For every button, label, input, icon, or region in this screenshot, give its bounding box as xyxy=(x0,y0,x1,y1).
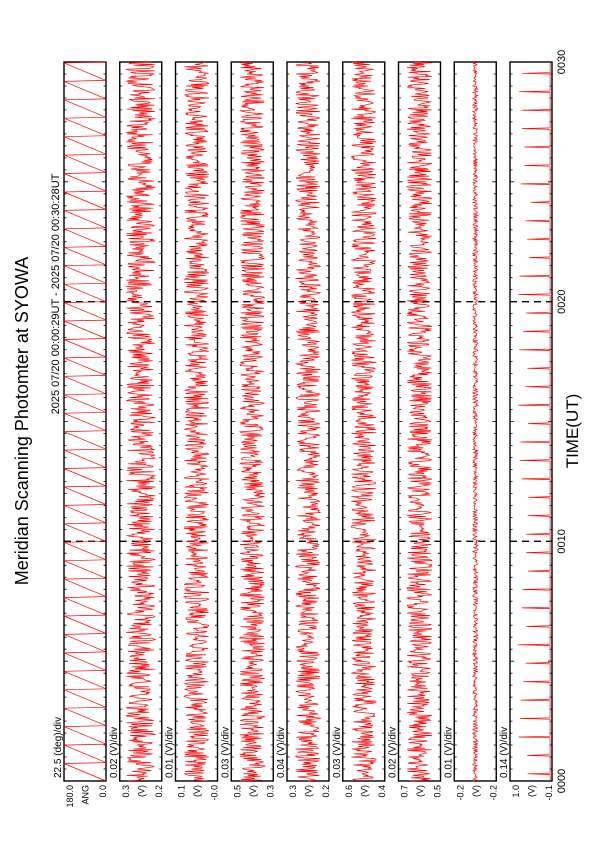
panel-4 xyxy=(220,62,275,798)
signal-trace xyxy=(240,62,265,781)
y-tick-label-low: 0.3 xyxy=(265,785,276,798)
scale-label: 0.01 (V)/div xyxy=(164,726,176,778)
panel-time-markers xyxy=(399,302,441,542)
panel-frame xyxy=(343,62,385,781)
y-tick-label-high: 0.1 xyxy=(176,785,187,798)
y-tick-label-low: -0.0 xyxy=(209,785,220,801)
chart-subtitle: 2025 07/20 00:00:29UT - 2025 07/20 00:30:28UT xyxy=(50,173,62,415)
y-tick-label-high: 0.5 xyxy=(232,785,243,798)
scale-label: 22.5 (deg)/div xyxy=(53,716,64,778)
panel-7 xyxy=(388,62,443,798)
signal-trace xyxy=(64,62,106,781)
x-tick-label: 0010 xyxy=(556,529,568,554)
signal-trace xyxy=(407,62,432,781)
scale-label: 0.03 (V)/div xyxy=(220,726,232,778)
panel-6 xyxy=(332,62,387,798)
signal-trace xyxy=(351,62,376,781)
panel-ticks xyxy=(510,62,552,781)
y-tick-label-high: 0.3 xyxy=(120,785,131,798)
channel-label: ANG xyxy=(80,785,91,805)
y-tick-label-high: 0.7 xyxy=(399,785,410,798)
signal-trace xyxy=(296,62,321,781)
scale-label: 0.03 (V)/div xyxy=(331,726,343,778)
channel-label: (V) xyxy=(303,785,314,797)
panel-stack xyxy=(53,62,554,808)
y-tick-label-low: 0.5 xyxy=(432,785,443,798)
scale-label: 0.01 (V)/div xyxy=(443,726,455,778)
panel-frame xyxy=(510,62,552,781)
signal-trace xyxy=(473,62,478,781)
panel-5 xyxy=(276,62,331,798)
signal-trace xyxy=(518,62,550,781)
x-tick-label: 0020 xyxy=(556,289,568,314)
y-tick-label-high: 180.0 xyxy=(65,785,75,808)
channel-label: (V) xyxy=(470,785,481,797)
channel-label: (V) xyxy=(526,785,537,797)
y-tick-label-low: 0.0 xyxy=(98,785,108,798)
y-tick-label-low: 0.2 xyxy=(153,785,164,798)
scale-label: 0.14 (V)/div xyxy=(499,726,510,778)
signal-trace xyxy=(126,62,155,781)
channel-label: (V) xyxy=(415,785,425,797)
panel-9 xyxy=(499,62,554,801)
panel-ticks xyxy=(343,62,385,781)
panel-2 xyxy=(109,62,164,798)
x-axis-label: TIME(UT) xyxy=(563,393,582,469)
y-tick-label-high: -0.2 xyxy=(455,785,466,801)
y-tick-label-low: 0.2 xyxy=(321,785,331,798)
channel-label: (V) xyxy=(247,785,258,797)
channel-label: (V) xyxy=(192,785,202,797)
signal-trace xyxy=(184,62,209,781)
chart-title: Meridian Scanning Photomter at SYOWA xyxy=(12,256,32,586)
scale-label: 0.02 (V)/div xyxy=(387,726,399,778)
y-tick-label-high: 0.3 xyxy=(288,785,298,798)
y-tick-label-low: 0.4 xyxy=(376,785,387,798)
y-tick-label-high: 0.6 xyxy=(343,785,354,798)
y-tick-label-high: 1.0 xyxy=(511,785,521,798)
panel-time-markers xyxy=(510,302,552,542)
channel-label: (V) xyxy=(136,785,147,797)
panel-time-markers xyxy=(343,302,385,542)
x-tick-label: 0030 xyxy=(556,49,568,75)
channel-label: (V) xyxy=(359,785,370,797)
panel-time-markers xyxy=(231,302,273,542)
panel-8 xyxy=(443,62,498,801)
panel-3 xyxy=(165,62,220,801)
y-tick-label-low: -0.2 xyxy=(488,785,499,801)
scale-label: 0.02 (V)/div xyxy=(108,726,120,778)
scale-label: 0.04 (V)/div xyxy=(276,726,287,778)
y-tick-label-low: -0.1 xyxy=(544,785,554,801)
x-tick-label: 0000 xyxy=(556,768,568,794)
